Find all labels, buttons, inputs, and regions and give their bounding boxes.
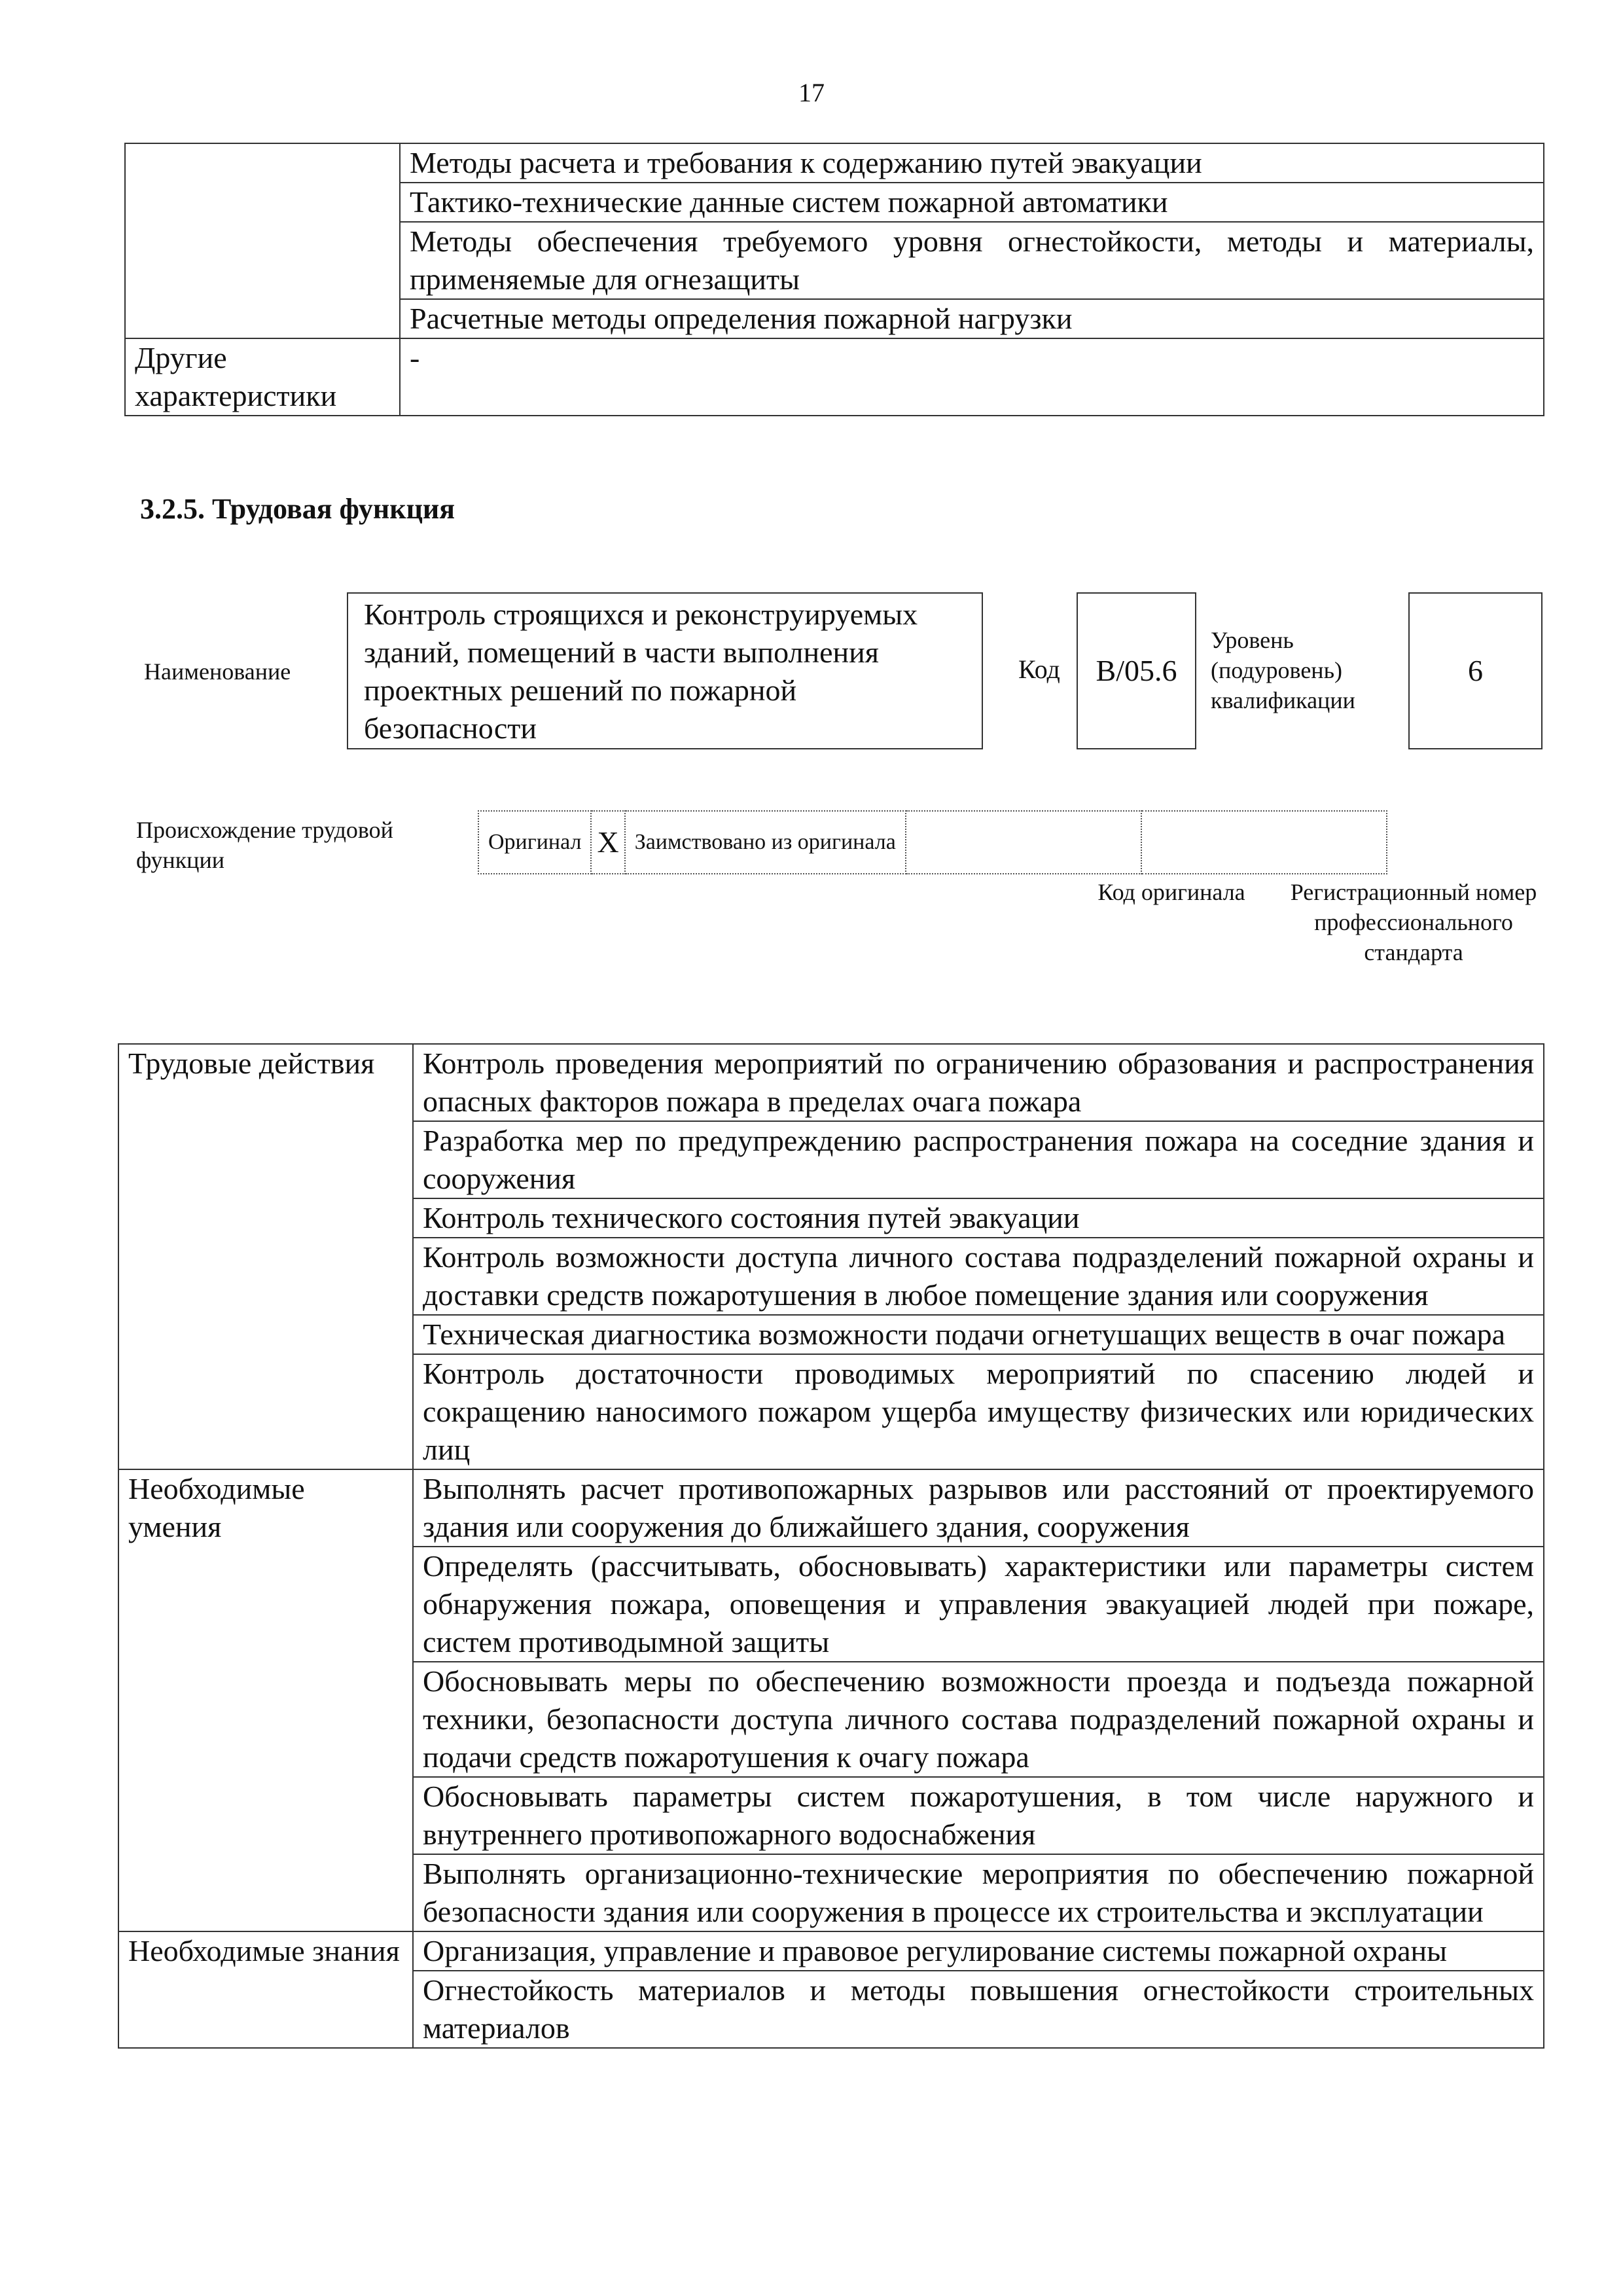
action-item: Контроль технического состояния путей эвакуации	[413, 1198, 1544, 1238]
other-characteristics-label: Другие характеристики	[125, 338, 400, 416]
section-heading: 3.2.5. Трудовая функция	[140, 493, 455, 525]
table-row	[125, 143, 1544, 183]
skill-item: Выполнять организационно-технические мероприятия по обеспечению пожарной безопасности здания или сооружения в процессе их строительства и эксплуатации	[413, 1854, 1544, 1931]
skill-item: Обосновывать меры по обеспечению возможности проезда и подъезда пожарной техники, безопасности доступа личного состава подразделений пожарной охраны и подачи средств пожаротушения к очагу пожара	[413, 1662, 1544, 1777]
table-row	[118, 1469, 1544, 1547]
actions-label: Трудовые действия	[118, 1044, 413, 1469]
action-item: Разработка мер по предупреждению распространения пожара на соседние здания и сооружения	[413, 1121, 1544, 1198]
reg-number-label: Регистрационный номер профессионального стандарта	[1290, 879, 1537, 965]
knowledge-label: Необходимые знания	[118, 1931, 413, 2048]
skill-item: Определять (рассчитывать, обосновывать) характеристики или параметры систем обнаружения пожара, оповещения и управления эвакуацией людей при пожаре, систем противодымной защиты	[413, 1547, 1544, 1662]
name-label: Наименование	[144, 658, 291, 685]
other-characteristics-value: -	[400, 338, 1544, 416]
table-row	[125, 338, 1544, 416]
qualification-level: 6	[1468, 654, 1483, 687]
page-number: 17	[798, 78, 825, 107]
original-code-cell	[906, 811, 1141, 874]
function-name: Контроль строящихся и реконструируемых зданий, помещений в части выполнения проектных решений по пожарной безопасности	[364, 598, 918, 745]
labor-function-table	[118, 1043, 1544, 2049]
original-mark: X	[591, 811, 624, 874]
table-cell: Методы расчета и требования к содержанию путей эвакуации	[400, 143, 1544, 183]
skills-label: Необходимые умения	[118, 1469, 413, 1931]
table-row	[118, 1931, 1544, 1971]
table-cell: Тактико-технические данные систем пожарной автоматики	[400, 183, 1544, 222]
knowledge-continuation-table	[124, 143, 1544, 416]
table-row	[478, 811, 1387, 874]
knowledge-item: Организация, управление и правовое регулирование системы пожарной охраны	[413, 1931, 1544, 1971]
action-item: Техническая диагностика возможности подачи огнетушащих веществ в очаг пожара	[413, 1315, 1544, 1354]
action-item: Контроль проведения мероприятий по ограничению образования и распространения опасных факторов пожара в пределах очага пожара	[413, 1044, 1544, 1121]
origin-label: Происхождение трудовой функции	[136, 817, 393, 873]
empty-label-cell	[125, 143, 400, 338]
origin-table	[478, 810, 1387, 874]
function-code: B/05.6	[1096, 654, 1177, 687]
borrowed-label: Заимствовано из оригинала	[625, 811, 906, 874]
table-row	[118, 1044, 1544, 1121]
action-item: Контроль достаточности проводимых мероприятий по спасению людей и сокращению наносимого пожаром ущерба имуществу физических или юридических лиц	[413, 1354, 1544, 1469]
original-code-label: Код оригинала	[1097, 879, 1245, 905]
code-label: Код	[1018, 655, 1060, 684]
table-cell: Методы обеспечения требуемого уровня огнестойкости, методы и материалы, применяемые для огнезащиты	[400, 222, 1544, 299]
skill-item: Выполнять расчет противопожарных разрывов или расстояний от проектируемого здания или сооружения до ближайшего здания, сооружения	[413, 1469, 1544, 1547]
skill-item: Обосновывать параметры систем пожаротушения, в том числе наружного и внутреннего противопожарного водоснабжения	[413, 1777, 1544, 1854]
qualification-level-label: Уровень (подуровень) квалификации	[1211, 627, 1355, 713]
table-cell: Расчетные методы определения пожарной нагрузки	[400, 299, 1544, 338]
action-item: Контроль возможности доступа личного состава подразделений пожарной охраны и доставки средств пожаротушения в любое помещение здания или сооружения	[413, 1238, 1544, 1315]
reg-number-cell	[1141, 811, 1387, 874]
knowledge-item: Огнестойкость материалов и методы повышения огнестойкости строительных материалов	[413, 1971, 1544, 2048]
original-label: Оригинал	[478, 811, 591, 874]
